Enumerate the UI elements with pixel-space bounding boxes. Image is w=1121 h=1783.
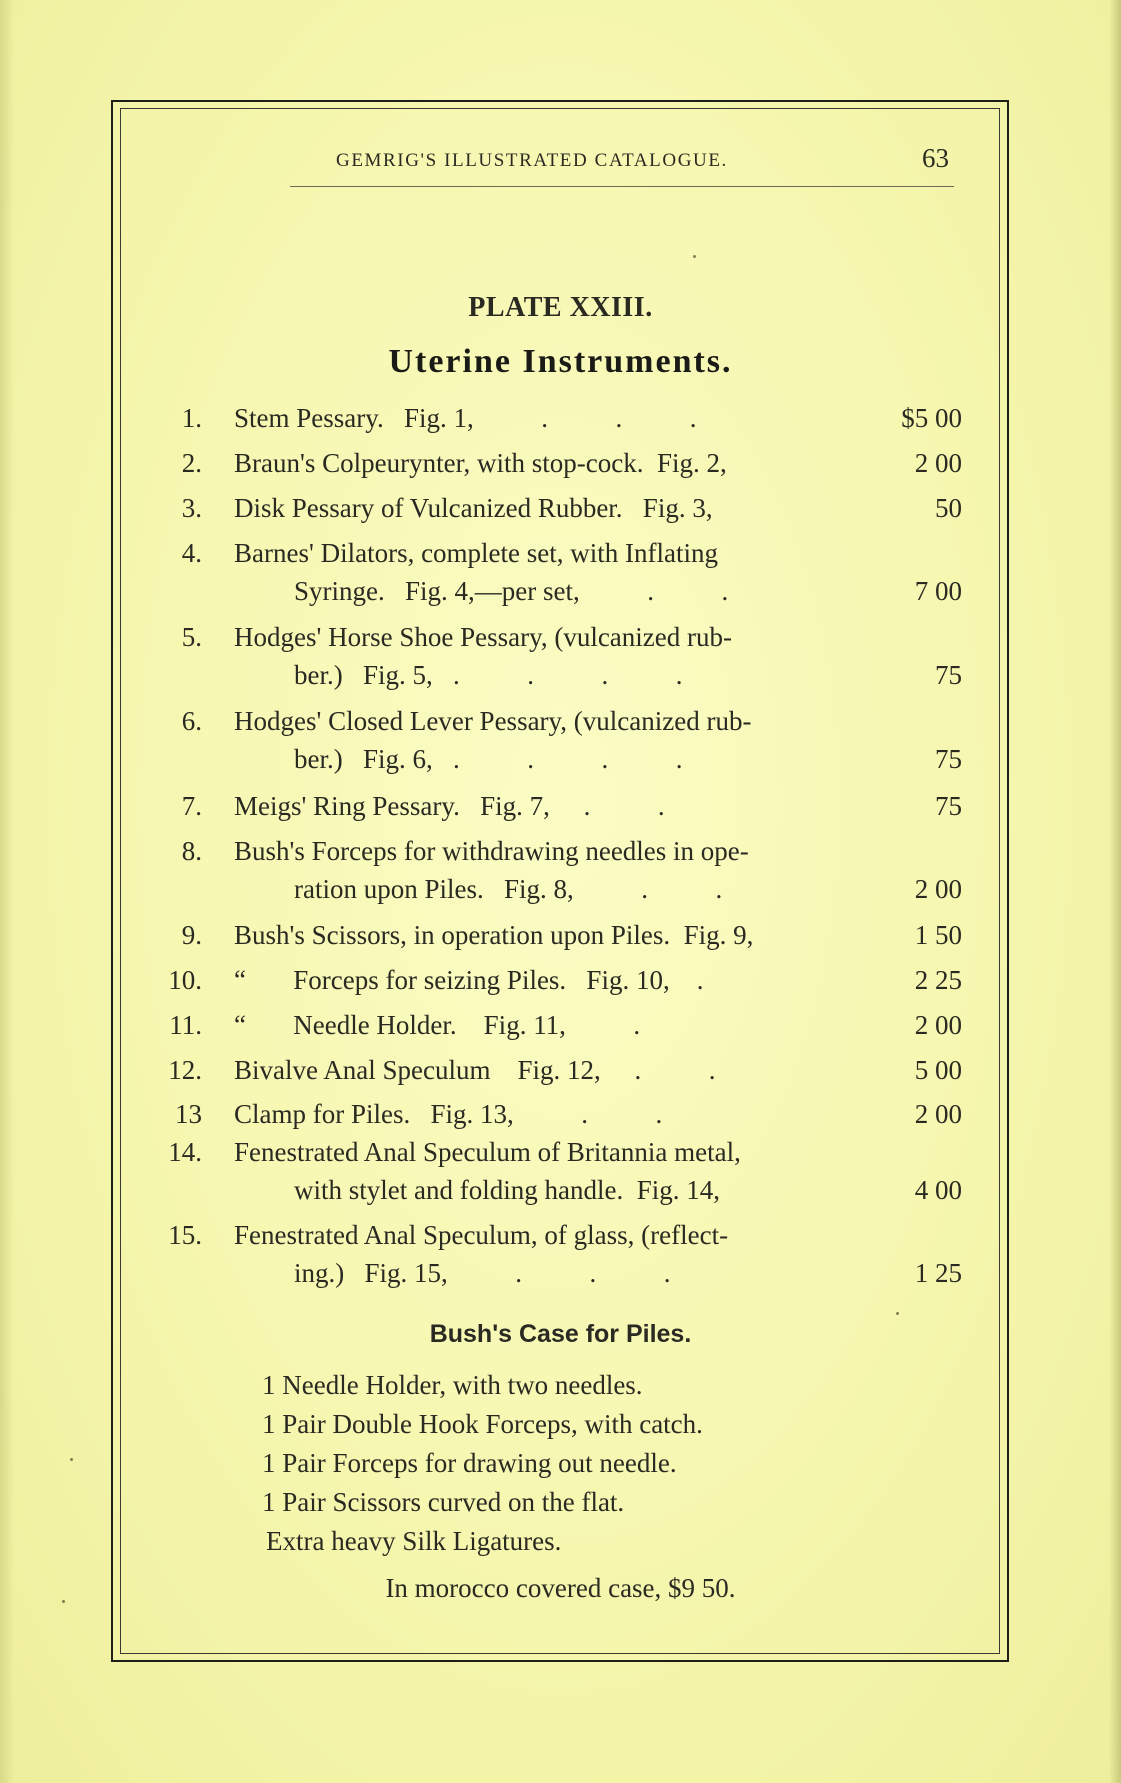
section-title: Uterine Instruments. [388,343,733,380]
spine-shadow [0,0,14,1783]
item-number: 15. [168,1220,202,1250]
item-description-continued: ration upon Piles. Fig. 8, . . [294,874,723,904]
case-line: 1 Pair Scissors curved on the flat. [262,1487,625,1517]
item-number: 3. [181,493,202,523]
case-line: 1 Needle Holder, with two needles. [262,1370,643,1400]
item-description: Stem Pessary. Fig. 1, . . . [234,403,697,433]
case-line: 1 Pair Double Hook Forceps, with catch. [262,1409,703,1439]
paper-speck [896,1312,899,1315]
item-description: Hodges' Horse Shoe Pessary, (vulcanized rub- [234,622,732,652]
item-number: 2. [181,448,202,478]
item-number: 13 [175,1099,202,1129]
item-price: 75 [935,744,962,774]
plate-title: PLATE XXIII. [468,292,653,323]
item-price: 1 50 [914,920,962,950]
paper-speck [693,255,696,258]
item-description: Hodges' Closed Lever Pessary, (vulcanized rub- [234,706,752,736]
item-number: 11. [169,1010,202,1040]
item-description-continued: Syringe. Fig. 4,—per set, . . [294,576,729,606]
item-price: 2 00 [914,874,962,904]
item-number: 14. [168,1137,202,1167]
case-line: Extra heavy Silk Ligatures. [266,1526,562,1556]
item-price: 7 00 [914,576,962,606]
item-description-continued: ing.) Fig. 15, . . . [294,1258,671,1288]
item-price: 75 [935,791,962,821]
item-number: 8. [181,836,202,866]
item-description: Fenestrated Anal Speculum of Britannia metal, [234,1137,741,1167]
item-number: 1. [181,403,202,433]
item-price: 2 00 [914,448,962,478]
item-number: 10. [168,965,202,995]
item-description: Bivalve Anal Speculum Fig. 12, . . [234,1055,716,1085]
item-number: 6. [181,706,202,736]
item-price: 50 [935,493,962,523]
item-description: Disk Pessary of Vulcanized Rubber. Fig. 3, [234,493,713,523]
case-line: 1 Pair Forceps for drawing out needle. [262,1448,677,1478]
item-description: “ Needle Holder. Fig. 11, . [234,1010,641,1040]
item-description: Clamp for Piles. Fig. 13, . . [234,1099,663,1129]
item-description-continued: ber.) Fig. 5, . . . . [294,660,683,690]
item-description-continued: with stylet and folding handle. Fig. 14, [294,1175,720,1205]
item-description: “ Forceps for seizing Piles. Fig. 10, . [234,965,704,995]
item-price: 5 00 [914,1055,962,1085]
item-price: 1 25 [914,1258,962,1288]
item-price: 4 00 [914,1175,962,1205]
item-description: Braun's Colpeurynter, with stop-cock. Fig. 2, [234,448,727,478]
item-number: 9. [181,920,202,950]
case-title: Bush's Case for Piles. [429,1320,692,1348]
item-description-continued: ber.) Fig. 6, . . . . [294,744,683,774]
paper-speck [70,1458,73,1461]
item-price: 75 [935,660,962,690]
header-rule [290,186,954,187]
item-price: 2 00 [914,1099,962,1129]
item-number: 4. [181,538,202,568]
item-description: Barnes' Dilators, complete set, with Inflating [234,538,718,568]
item-number: 12. [168,1055,202,1085]
page-edge [1109,0,1121,1783]
item-number: 7. [181,791,202,821]
page-number: 63 [922,143,949,173]
item-description: Meigs' Ring Pessary. Fig. 7, . . [234,791,665,821]
item-description: Bush's Scissors, in operation upon Piles. Fig. 9, [234,920,754,950]
case-price: In morocco covered case, $9 50. [385,1573,736,1603]
running-head: GEMRIG'S ILLUSTRATED CATALOGUE. [336,150,728,171]
paper-speck [62,1600,65,1603]
item-number: 5. [181,622,202,652]
item-description: Fenestrated Anal Speculum, of glass, (reflect- [234,1220,729,1250]
item-price: $5 00 [901,403,962,433]
item-price: 2 00 [914,1010,962,1040]
item-price: 2 25 [914,965,962,995]
item-description: Bush's Forceps for withdrawing needles in ope- [234,836,749,866]
